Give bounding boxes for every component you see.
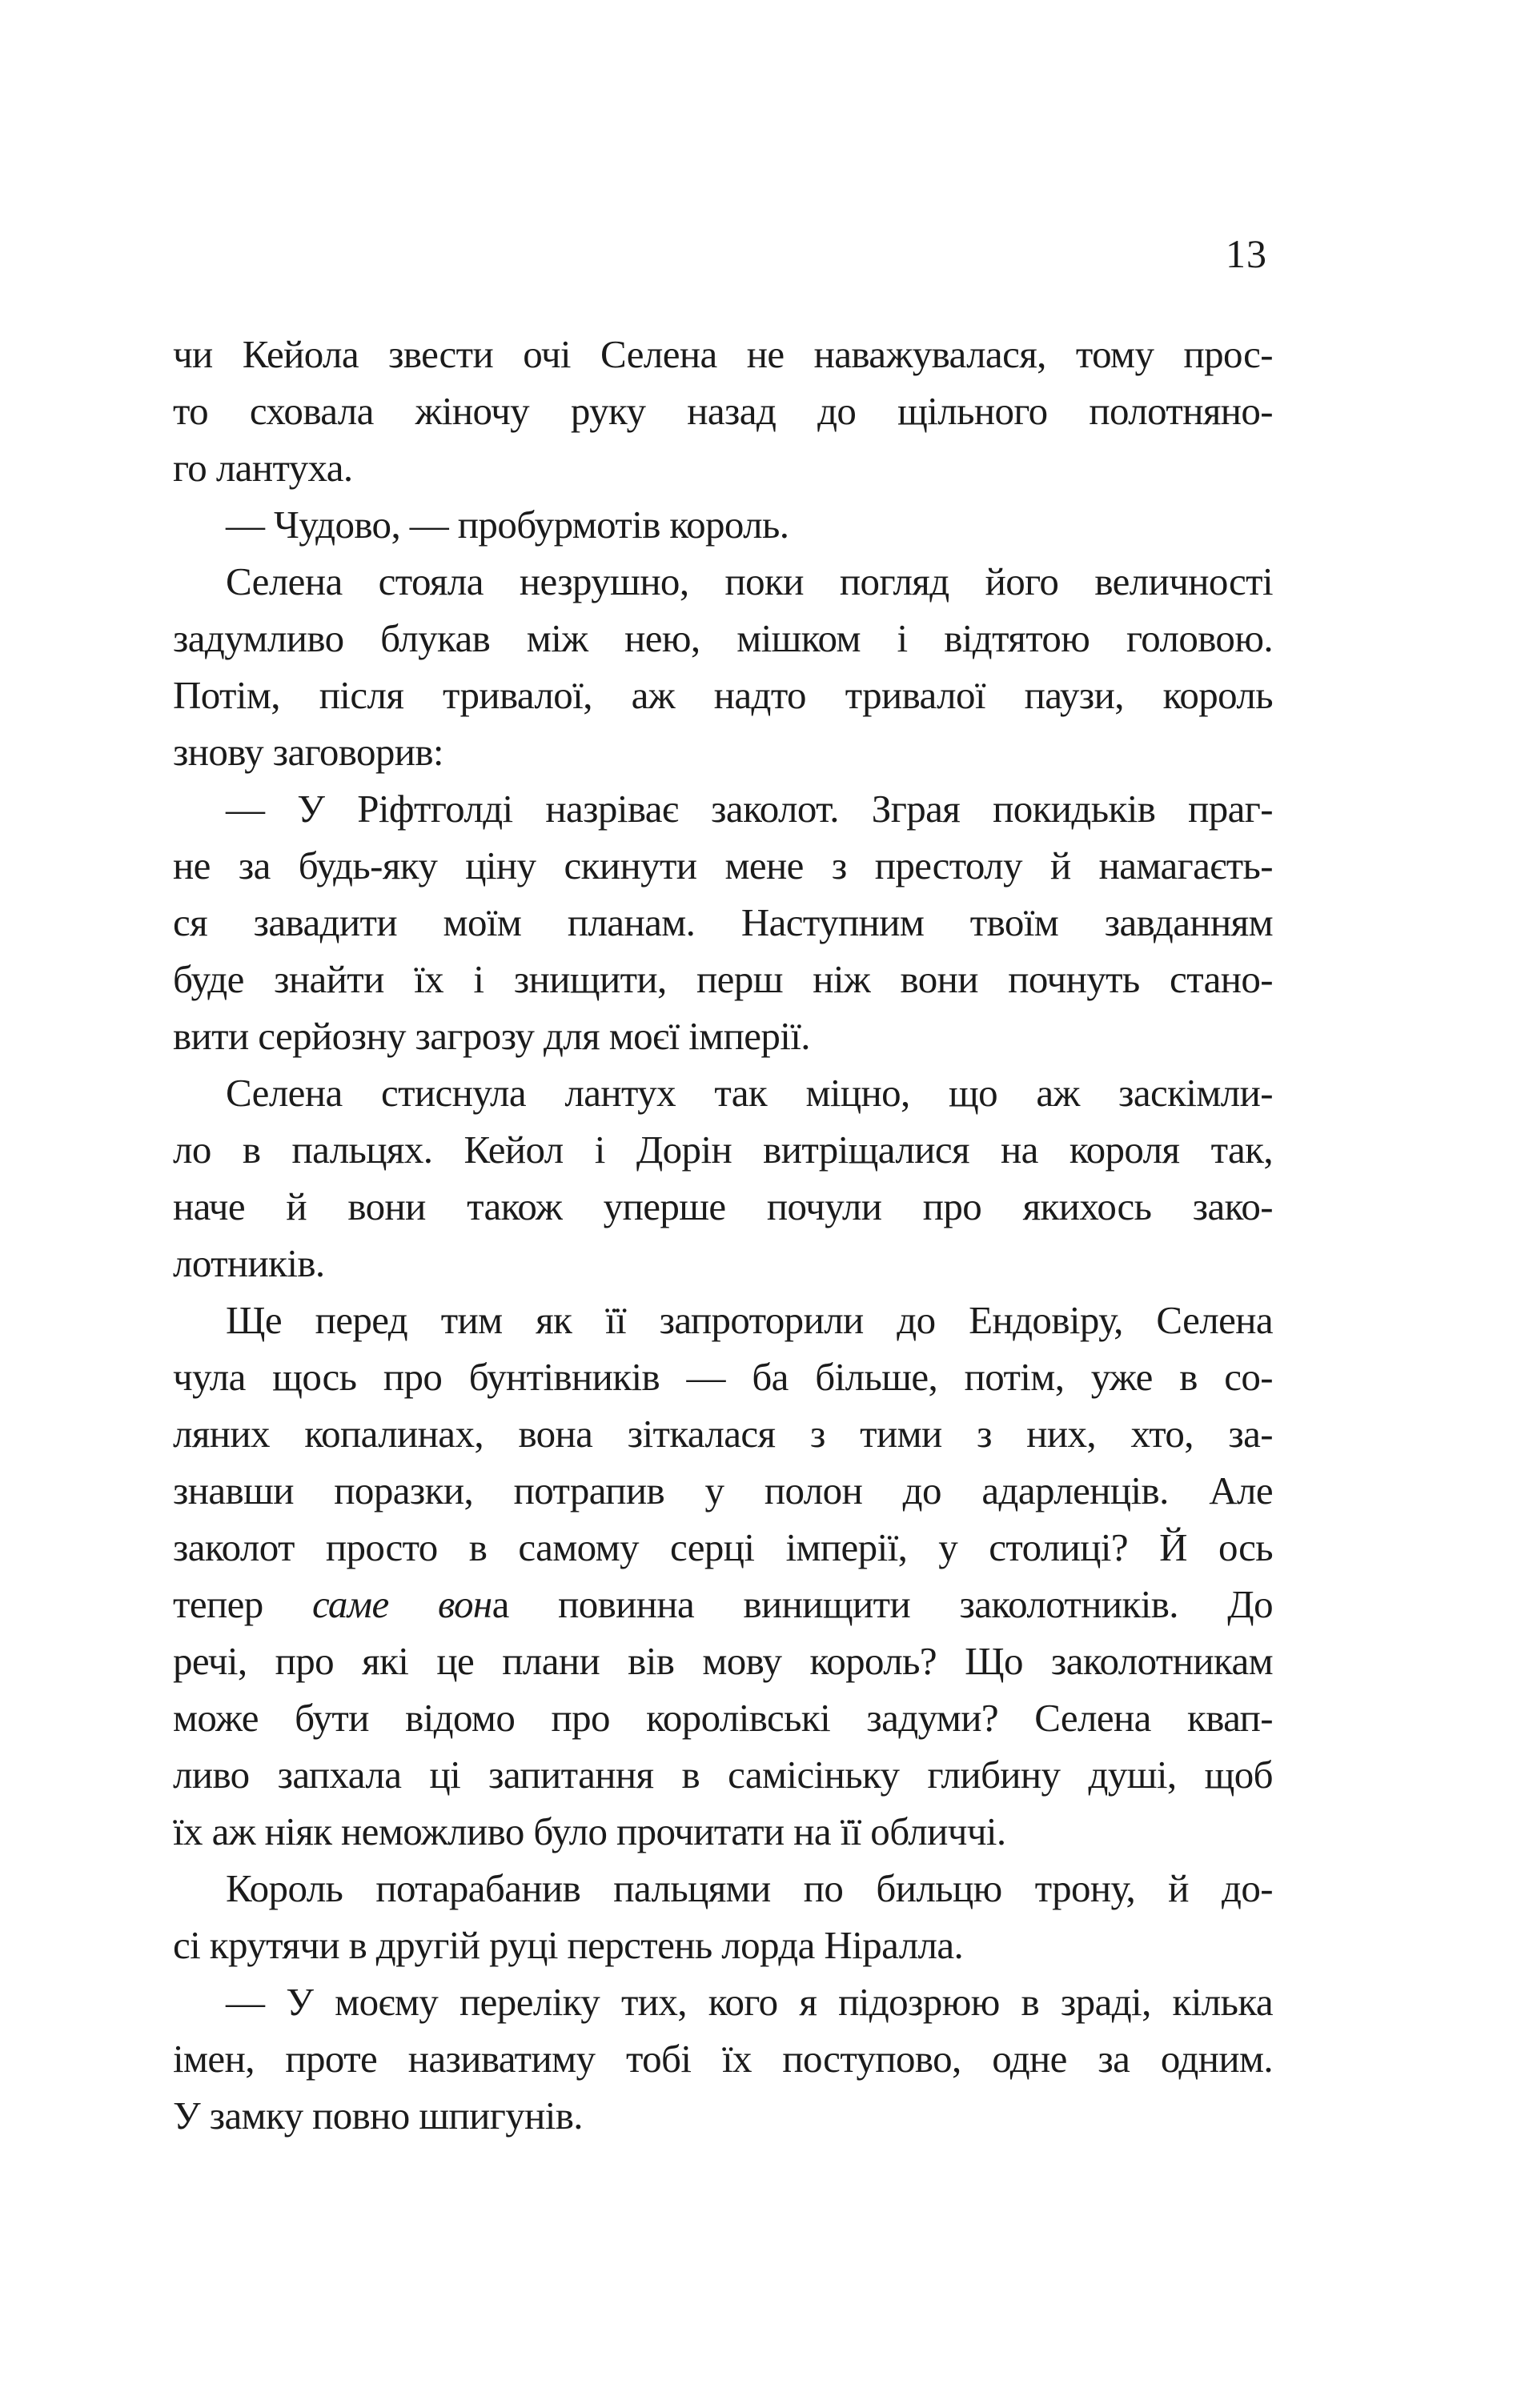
text-line bbox=[173, 1292, 1273, 1348]
text-run: буде знайти їх і знищити, перш ніж вони почнуть стано- bbox=[173, 957, 1273, 1001]
text-line bbox=[173, 1633, 1273, 1689]
paragraph bbox=[173, 326, 1273, 496]
paragraph bbox=[173, 780, 1273, 1064]
text-run: знавши поразки, потрапив у полон до адарленців. Але bbox=[173, 1468, 1273, 1513]
text-line bbox=[173, 610, 1273, 667]
text-run: вити серйозну загрозу для моєї імперії. bbox=[173, 1014, 810, 1058]
text-line bbox=[173, 439, 1273, 496]
text-run: знову заговорив: bbox=[173, 730, 443, 774]
text-run: а повинна винищити заколотників. До bbox=[492, 1582, 1273, 1626]
text-line bbox=[173, 1576, 1273, 1633]
text-run: го лантуха. bbox=[173, 446, 353, 490]
text-line bbox=[173, 2087, 1273, 2144]
paragraph bbox=[173, 1860, 1273, 1973]
text-line bbox=[173, 496, 1273, 553]
text-line bbox=[173, 1064, 1273, 1121]
text-line bbox=[173, 553, 1273, 610]
paragraph bbox=[173, 1292, 1273, 1860]
text-run: заколот просто в самому серці імперії, у столиці? Й ось bbox=[173, 1525, 1273, 1569]
text-line bbox=[173, 2030, 1273, 2087]
paragraph bbox=[173, 553, 1273, 780]
text-run: то сховала жіночу руку назад до щільного полотняно- bbox=[173, 389, 1273, 433]
text-run: чула щось про бунтівників — ба більше, потім, уже в со- bbox=[173, 1355, 1273, 1399]
text-run: ся завадити моїм планам. Наступним твоїм завданням bbox=[173, 900, 1273, 944]
text-line bbox=[173, 1405, 1273, 1462]
text-line bbox=[173, 1803, 1273, 1860]
text-run: наче й вони також уперше почули про якихось зако- bbox=[173, 1184, 1273, 1228]
text-run: — У Ріфтголді назріває заколот. Зграя покидьків праг- bbox=[226, 787, 1273, 831]
text-line bbox=[173, 1519, 1273, 1576]
text-run: Король потарабанив пальцями по бильцю трону, й до- bbox=[226, 1866, 1273, 1910]
text-line bbox=[173, 780, 1273, 837]
text-line bbox=[173, 1689, 1273, 1746]
text-run: лотників. bbox=[173, 1241, 325, 1285]
text-run: ло в пальцях. Кейол і Дорін витріщалися на короля так, bbox=[173, 1128, 1273, 1172]
text-line bbox=[173, 837, 1273, 894]
text-run: задумливо блукав між нею, мішком і відтятою головою. bbox=[173, 616, 1273, 660]
text-line bbox=[173, 1235, 1273, 1292]
text-run: чи Кейола звести очі Селена не наважувалася, тому прос- bbox=[173, 332, 1273, 376]
text-run: Селена стиснула лантух так міцно, що аж заскімли- bbox=[226, 1071, 1273, 1115]
page-text bbox=[173, 326, 1273, 2144]
text-line bbox=[173, 1860, 1273, 1917]
text-run: Потім, після тривалої, аж надто тривалої паузи, король bbox=[173, 673, 1273, 717]
paragraph bbox=[173, 496, 1273, 553]
text-line bbox=[173, 1348, 1273, 1405]
text-line bbox=[173, 326, 1273, 383]
text-line bbox=[173, 383, 1273, 439]
text-line bbox=[173, 1973, 1273, 2030]
page-number: 13 bbox=[1226, 231, 1267, 276]
text-run: ляних копалинах, вона зіткалася з тими з них, хто, за- bbox=[173, 1412, 1273, 1456]
text-line bbox=[173, 1008, 1273, 1064]
text-run: сі крутячи в другій руці перстень лорда Ніралла. bbox=[173, 1923, 964, 1967]
text-run: речі, про які це плани вів мову король? Що заколотникам bbox=[173, 1639, 1273, 1683]
text-line bbox=[173, 1746, 1273, 1803]
text-run: Ще перед тим як її запроторили до Ендовіру, Селена bbox=[226, 1298, 1273, 1342]
text-run: може бути відомо про королівські задуми? Селена квап- bbox=[173, 1696, 1273, 1740]
text-line bbox=[173, 667, 1273, 723]
text-run: тепер bbox=[173, 1582, 312, 1626]
text-line bbox=[173, 894, 1273, 951]
text-run: — У моєму переліку тих, кого я підозрюю в зраді, кілька bbox=[226, 1980, 1273, 2024]
text-run: — Чудово, — пробурмотів король. bbox=[226, 503, 789, 547]
paragraph bbox=[173, 1064, 1273, 1292]
text-line bbox=[173, 1917, 1273, 1973]
text-run: ливо запхала ці запитання в самісіньку глибину душі, щоб bbox=[173, 1753, 1273, 1797]
paragraph bbox=[173, 1973, 1273, 2144]
text-run: їх аж ніяк неможливо було прочитати на її обличчі. bbox=[173, 1809, 1006, 1853]
text-run: не за будь-яку ціну скинути мене з престолу й намагаєть- bbox=[173, 843, 1273, 887]
text-line bbox=[173, 951, 1273, 1008]
text-line bbox=[173, 1121, 1273, 1178]
text-run: імен, проте називатиму тобі їх поступово, одне за одним. bbox=[173, 2037, 1273, 2081]
text-line bbox=[173, 723, 1273, 780]
text-run: У замку повно шпигунів. bbox=[173, 2093, 583, 2138]
text-run: Селена стояла незрушно, поки погляд його величності bbox=[226, 559, 1273, 603]
text-line bbox=[173, 1178, 1273, 1235]
emphasis-italic: саме вон bbox=[312, 1582, 492, 1626]
text-line bbox=[173, 1462, 1273, 1519]
